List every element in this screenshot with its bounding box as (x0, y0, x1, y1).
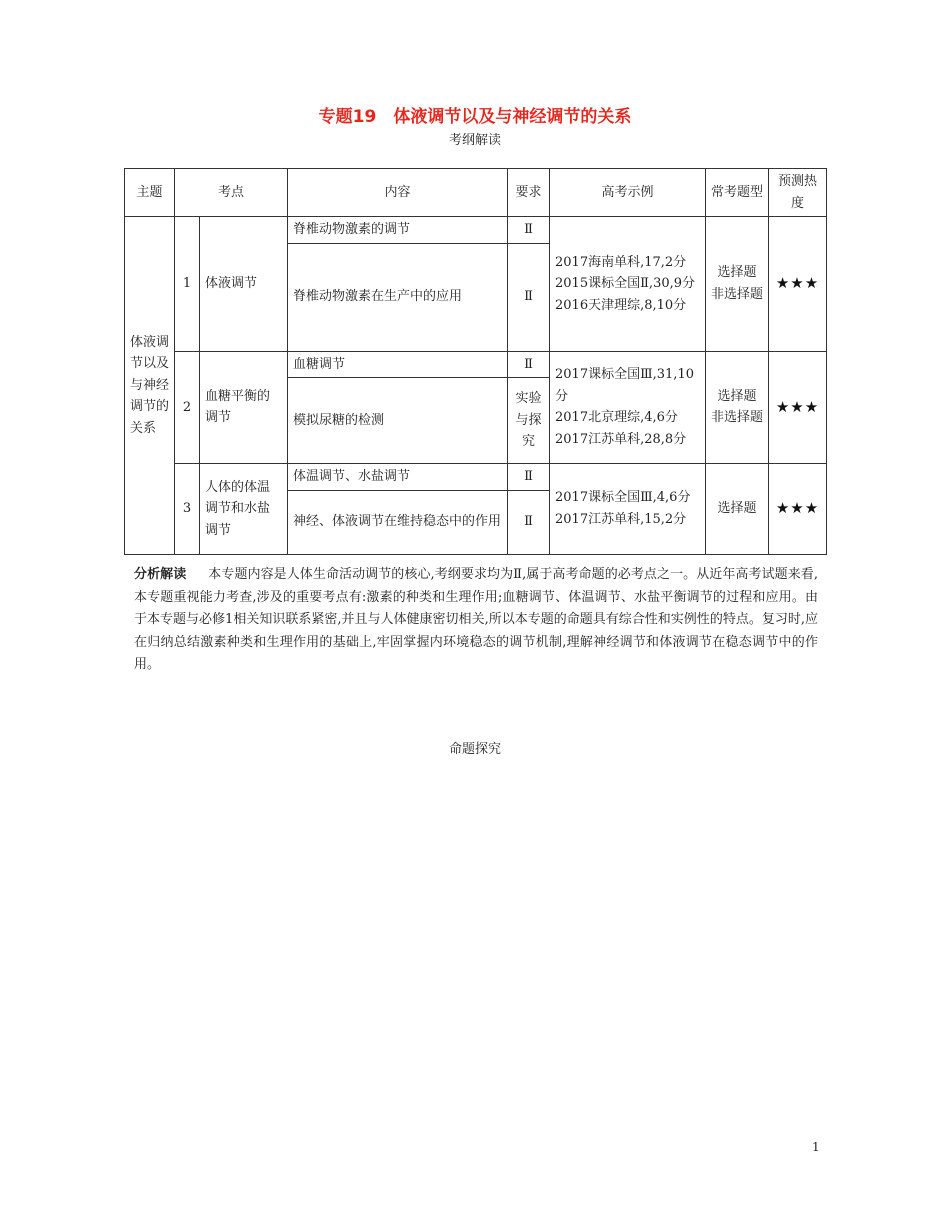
page-title: 专题19 体液调节以及与神经调节的关系 (318, 107, 632, 127)
header-heat: 预测热度 (769, 169, 827, 217)
requirement-cell: 实验与探究 (508, 378, 550, 464)
analysis-paragraph (134, 564, 818, 677)
point-name: 人体的体温调节和水盐调节 (200, 464, 288, 555)
content-cell: 神经、体液调节在维持稳态中的作用 (288, 490, 508, 554)
header-examples: 高考示例 (550, 169, 706, 217)
point-number: 3 (175, 464, 200, 555)
content-cell: 脊椎动物激素在生产中的应用 (288, 243, 508, 351)
section-heading-exploration: 命题探究 (448, 742, 501, 757)
heat-rating: ★★★ (769, 464, 827, 555)
table-row (125, 217, 827, 244)
point-name: 体液调节 (200, 217, 288, 352)
question-type-cell: 选择题 非选择题 (706, 217, 769, 352)
content-cell: 脊椎动物激素的调节 (288, 217, 508, 244)
heat-rating: ★★★ (769, 217, 827, 352)
analysis-text: 本专题内容是人体生命活动调节的核心,考纲要求均为Ⅱ,属于高考命题的必考点之一。从近年高考试题来看,本专题重视能力考查,涉及的重要考点有:激素的种类和生理作用;血糖调节、体温调节、水盐平衡调节的过程和应用。由于本专题与必修1相关知识联系紧密,并且与人体健康密切相关,所以本专题的命题具有综合性和实例性的特点。复习时,应在归纳总结激素种类和生理作用的基础上,牢固掌握内环境稳态的调节机制,理解神经调节和体液调节在稳态调节中的作用。 (134, 567, 818, 672)
heat-rating: ★★★ (769, 351, 827, 464)
page-number: 1 (812, 1140, 820, 1154)
content-cell: 血糖调节 (288, 351, 508, 378)
syllabus-table (124, 168, 827, 555)
point-name: 血糖平衡的调节 (200, 351, 288, 464)
requirement-cell: Ⅱ (508, 464, 550, 491)
point-number: 1 (175, 217, 200, 352)
content-cell: 模拟尿糖的检测 (288, 378, 508, 464)
topic-cell: 体液调节以及与神经调节的关系 (125, 217, 175, 555)
examples-cell: 2017课标全国Ⅲ,4,6分 2017江苏单科,15,2分 (550, 464, 706, 555)
requirement-cell: Ⅱ (508, 490, 550, 554)
table-header-row (125, 169, 827, 217)
requirement-cell: Ⅱ (508, 217, 550, 244)
table-row (125, 351, 827, 378)
header-question-type: 常考题型 (706, 169, 769, 217)
header-topic: 主题 (125, 169, 175, 217)
requirement-cell: Ⅱ (508, 243, 550, 351)
header-content: 内容 (288, 169, 508, 217)
section-heading-syllabus: 考纲解读 (448, 133, 501, 148)
analysis-label: 分析解读 (134, 567, 187, 582)
content-cell: 体温调节、水盐调节 (288, 464, 508, 491)
point-number: 2 (175, 351, 200, 464)
question-type-cell: 选择题 非选择题 (706, 351, 769, 464)
header-point: 考点 (175, 169, 288, 217)
question-type-cell: 选择题 (706, 464, 769, 555)
examples-cell: 2017海南单科,17,2分 2015课标全国Ⅱ,30,9分 2016天津理综,8,10分 (550, 217, 706, 352)
table-row (125, 464, 827, 491)
examples-cell: 2017课标全国Ⅲ,31,10分 2017北京理综,4,6分 2017江苏单科,28,8分 (550, 351, 706, 464)
requirement-cell: Ⅱ (508, 351, 550, 378)
header-requirement: 要求 (508, 169, 550, 217)
